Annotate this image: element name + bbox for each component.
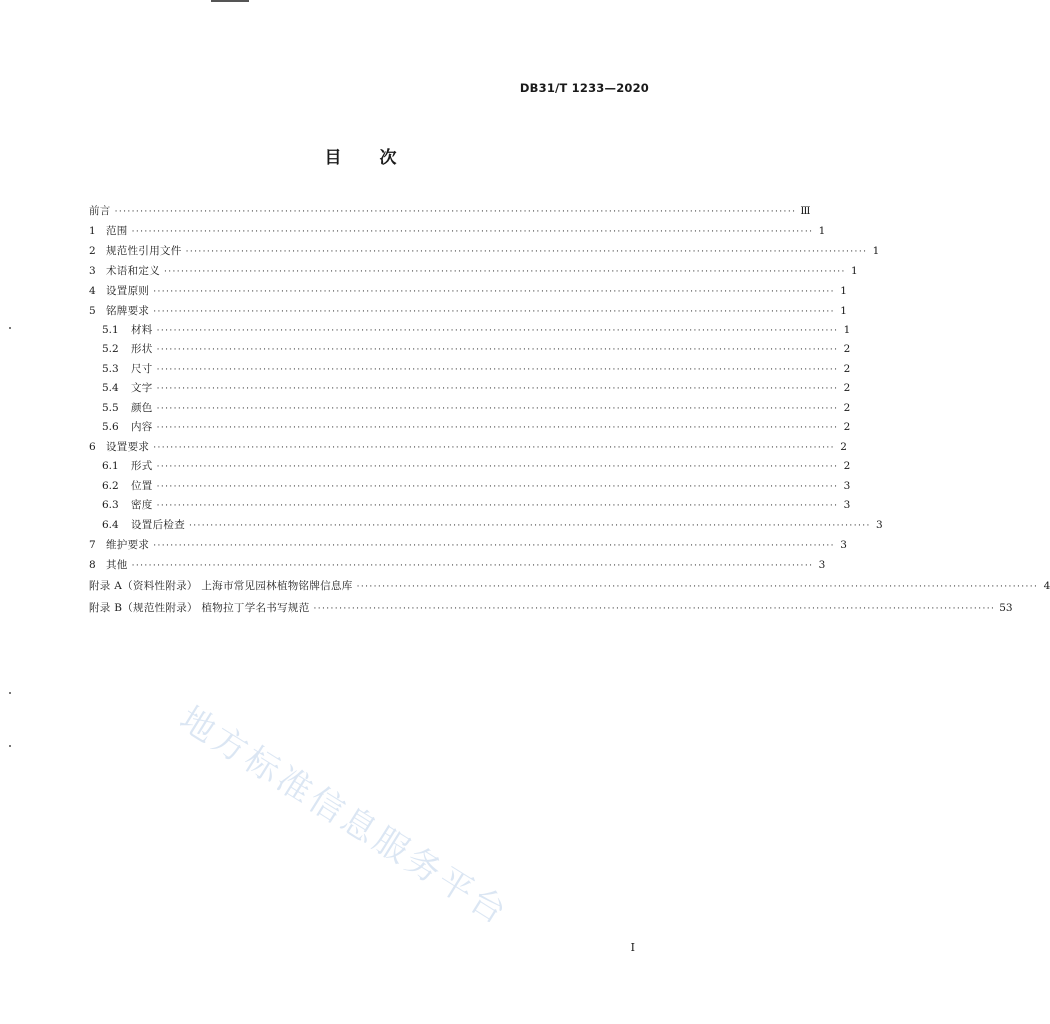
toc-entry[interactable]	[89, 201, 811, 221]
toc-entry-number: 5	[89, 305, 96, 317]
toc-leader-dots: ································································································································································	[153, 443, 835, 454]
toc-entry[interactable]	[89, 379, 851, 398]
toc-leader-dots: ································································································································································	[189, 520, 871, 531]
toc-entry-number: 6.4	[102, 518, 119, 531]
toc-entry[interactable]	[89, 516, 883, 535]
toc-entry-page: 1	[843, 324, 851, 336]
toc-entry-number: 5.1	[102, 324, 119, 336]
margin-mark	[9, 692, 11, 694]
toc-entry[interactable]	[89, 399, 851, 418]
toc-entry-page: 2	[843, 420, 851, 433]
toc-entry[interactable]	[89, 437, 847, 457]
toc-entry[interactable]	[89, 321, 851, 340]
toc-entry[interactable]	[89, 535, 847, 555]
toc-entry-number: 7	[89, 538, 96, 551]
toc-entry-label: 维护要求	[106, 538, 150, 551]
toc-leader-dots: ································································································································································	[153, 307, 835, 317]
toc-entry-label: 设置后检查	[131, 518, 185, 531]
toc-entry-number: 8	[89, 558, 96, 571]
toc-entry-label: 尺寸	[131, 362, 153, 375]
toc-leader-dots: ································································································································································	[156, 403, 839, 414]
toc-entry-number: 6.3	[102, 499, 119, 512]
toc-entry-page: 3	[818, 558, 826, 571]
toc-entry[interactable]	[89, 457, 851, 476]
toc-entry-label: 范围	[106, 225, 128, 237]
toc-entry[interactable]	[89, 221, 826, 241]
toc-entry-number: 5.2	[102, 343, 119, 356]
watermark: 地方标准信息服务平台	[172, 698, 517, 935]
toc-entry-number: 6.2	[102, 479, 119, 492]
toc-entry[interactable]	[89, 360, 851, 379]
toc-entry-page: 2	[843, 362, 851, 375]
toc-entry-number: 1	[89, 225, 96, 237]
toc-leader-dots: ································································································································································	[164, 267, 846, 277]
toc-entry-page: 2	[840, 441, 847, 454]
toc-entry-page: 1	[840, 285, 847, 297]
toc-entry-label: 前言	[89, 205, 111, 217]
toc-leader-dots: ································································································································································	[156, 326, 839, 336]
toc-leader-dots: ································································································································································	[313, 603, 996, 614]
toc-entry-label: 内容	[131, 420, 153, 433]
toc-entry-page: 53	[999, 601, 1013, 614]
toc-leader-dots: ································································································································································	[153, 287, 835, 297]
toc-entry-label: 术语和定义	[106, 265, 160, 277]
toc-leader-dots: ································································································································································	[156, 462, 839, 473]
toc-entry[interactable]	[89, 477, 851, 496]
toc-entry-label: 设置原则	[106, 285, 150, 297]
toc-entry-number: 6	[89, 441, 96, 454]
margin-mark	[9, 327, 11, 329]
toc-entry-page: 3	[876, 518, 883, 531]
toc-entry-label: 附录 A（资料性附录） 上海市常见园林植物铭牌信息库	[89, 579, 353, 592]
toc-title-char-1: 目	[324, 148, 342, 168]
toc-entry[interactable]	[89, 418, 851, 437]
toc-leader-dots: ································································································································································	[156, 422, 839, 433]
toc-entry-number: 5.5	[102, 401, 119, 414]
toc-leader-dots: ································································································································································	[156, 481, 839, 492]
table-of-contents	[89, 201, 1050, 619]
toc-entry-label: 设置要求	[106, 441, 150, 454]
toc-entry-page: 4	[1043, 579, 1050, 592]
toc-entry-page: 2	[843, 343, 851, 356]
toc-leader-dots: ································································································································································	[185, 247, 868, 257]
toc-entry-label: 颜色	[131, 401, 153, 414]
toc-leader-dots: ································································································································································	[131, 227, 814, 237]
top-edge-rule	[211, 0, 249, 2]
toc-title	[0, 143, 721, 168]
toc-entry-number: 5.6	[102, 420, 119, 433]
toc-entry[interactable]	[89, 575, 1050, 597]
toc-leader-dots: ································································································································································	[131, 560, 814, 571]
standard-number: DB31/T 1233—2020	[519, 81, 649, 95]
toc-entry-label: 文字	[131, 382, 153, 395]
toc-entry-page: Ⅲ	[800, 205, 811, 217]
toc-entry-page: 1	[840, 305, 847, 317]
toc-leader-dots: ································································································································································	[156, 501, 839, 512]
toc-entry-number: 6.1	[102, 460, 119, 473]
toc-entry-page: 1	[851, 265, 858, 277]
toc-leader-dots: ································································································································································	[356, 581, 1039, 592]
toc-entry[interactable]	[89, 261, 858, 281]
toc-entry-number: 3	[89, 265, 96, 277]
toc-entry[interactable]	[89, 301, 847, 321]
toc-entry-label: 铭牌要求	[106, 305, 150, 317]
toc-leader-dots: ································································································································································	[156, 345, 839, 356]
toc-leader-dots: ································································································································································	[156, 384, 839, 395]
toc-title-char-2: 次	[379, 148, 397, 168]
toc-entry-page: 1	[872, 245, 880, 257]
toc-entry[interactable]	[89, 241, 880, 261]
toc-entry[interactable]	[89, 597, 1013, 619]
toc-leader-dots: ································································································································································	[153, 540, 835, 551]
toc-entry-page: 3	[840, 538, 847, 551]
toc-entry-number: 5.3	[102, 362, 119, 375]
margin-mark	[9, 745, 11, 747]
page-number: I	[630, 941, 635, 954]
toc-entry-page: 2	[843, 382, 851, 395]
toc-entry-page: 2	[843, 460, 851, 473]
toc-entry-label: 其他	[106, 558, 128, 571]
toc-entry[interactable]	[89, 281, 847, 301]
toc-entry-label: 规范性引用文件	[106, 245, 182, 257]
toc-entry[interactable]	[89, 496, 851, 515]
toc-entry-page: 2	[843, 401, 851, 414]
toc-entry-number: 5.4	[102, 382, 119, 395]
toc-entry-label: 位置	[131, 479, 153, 492]
toc-entry-label: 附录 B（规范性附录） 植物拉丁学名书写规范	[89, 601, 310, 614]
toc-entry-label: 密度	[131, 499, 153, 512]
toc-entry-label: 形状	[131, 343, 153, 356]
toc-entry[interactable]	[89, 340, 851, 359]
toc-entry-number: 4	[89, 285, 96, 297]
toc-entry-page: 1	[818, 225, 826, 237]
toc-entry-label: 形式	[131, 460, 153, 473]
toc-entry[interactable]	[89, 555, 826, 575]
toc-entry-number: 2	[89, 245, 96, 257]
toc-leader-dots: ································································································································································	[114, 207, 797, 217]
toc-entry-page: 3	[843, 499, 851, 512]
toc-entry-page: 3	[843, 479, 851, 492]
toc-leader-dots: ································································································································································	[156, 364, 839, 375]
toc-entry-label: 材料	[131, 324, 153, 336]
